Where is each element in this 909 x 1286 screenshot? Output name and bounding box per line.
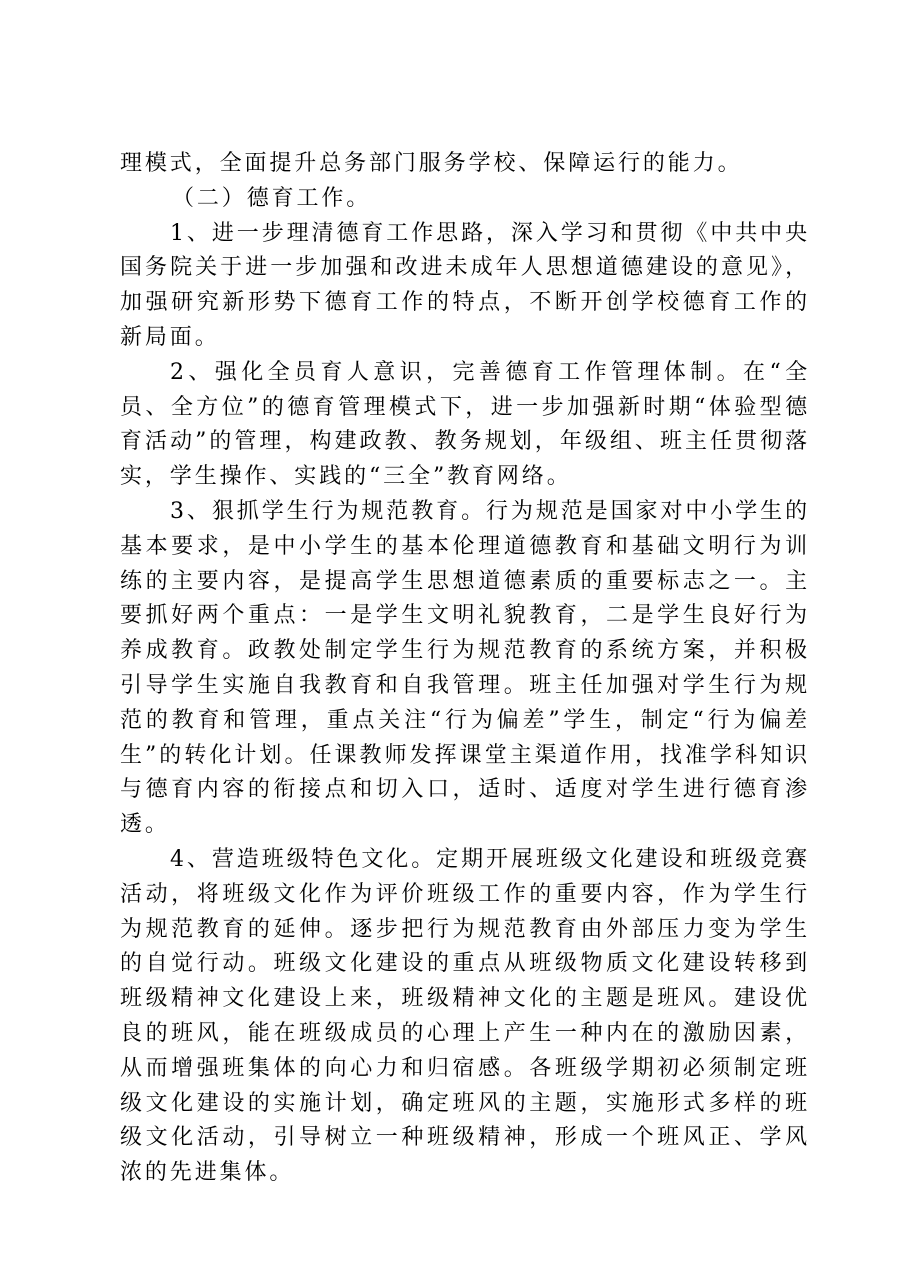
document-body: [120, 147, 810, 1191]
paragraph-item-2: 2、强化全员育人意识，完善德育工作管理体制。在“全员、全方位”的德育管理模式下，进一步加强新时期“体验型德育活动”的管理，构建政教、教务规划，年级组、班主任贯彻落实，学生操作、实践的“三全”教育网络。: [120, 359, 810, 490]
paragraph-item-1: 1、进一步理清德育工作思路，深入学习和贯彻《中共中央国务院关于进一步加强和改进未成年人思想道德建设的意见》，加强研究新形势下德育工作的特点，不断开创学校德育工作的新局面。: [120, 220, 810, 350]
paragraph-item-3: 3、狠抓学生行为规范教育。行为规范是国家对中小学生的基本要求，是中小学生的基本伦理道德教育和基础文明行为训练的主要内容，是提高学生思想道德素质的重要标志之一。主要抓好两个重点：一是学生文明礼貌教育，二是学生良好行为养成教育。政教处制定学生行为规范教育的系统方案，并积极引导学生实施自我教育和自我管理。班主任加强对学生行为规范的教育和管理，重点关注“行为偏差”学生，制定“行为偏差生”的转化计划。任课教师发挥课堂主渠道作用，找准学科知识与德育内容的衔接点和切入口，适时、适度对学生进行德育渗透。: [120, 498, 810, 838]
paragraph-item-4: 4、营造班级特色文化。定期开展班级文化建设和班级竞赛活动，将班级文化作为评价班级工作的重要内容，作为学生行为规范教育的延伸。逐步把行为规范教育由外部压力变为学生的自觉行动。班级文化建设的重点从班级物质文化建设转移到班级精神文化建设上来，班级精神文化的主题是班风。建设优良的班风，能在班级成员的心理上产生一种内在的激励因素，从而增强班集体的向心力和归宿感。各班级学期初必须制定班级文化建设的实施计划，确定班风的主题，实施形式多样的班级文化活动，引导树立一种班级精神，形成一个班风正、学风浓的先进集体。: [120, 846, 810, 1186]
paragraph-continuation: 理模式，全面提升总务部门服务学校、保障运行的能力。: [120, 151, 743, 176]
section-heading-moral-education: （二）德育工作。: [172, 185, 372, 211]
